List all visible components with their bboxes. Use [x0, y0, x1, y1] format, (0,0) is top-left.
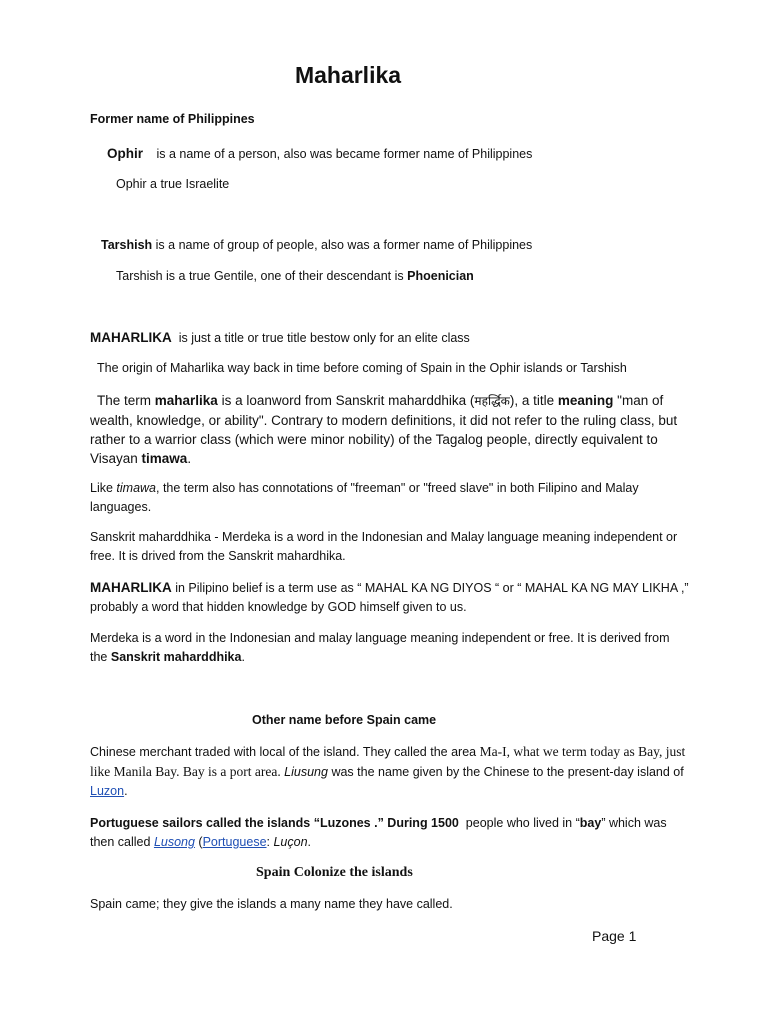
belief-text: in Pilipino belief is a term use as “ MAHAL KA NG DIYOS “ or “ MAHAL KA NG MAY LIKHA ,” probably a word that hidden knowledge by GOD himself given to us.: [90, 581, 689, 614]
like-paragraph: [90, 479, 690, 517]
portuguese-link[interactable]: Portuguese: [202, 835, 267, 849]
ophir-name: Ophir: [107, 146, 143, 161]
like-text-2: , the term also has connotations of "freeman" or "freed slave" in both Filipino and Malay languages.: [90, 481, 639, 514]
portuguese-bay: bay: [579, 816, 602, 830]
term-text-1: The term: [97, 393, 155, 408]
ophir-desc: is a name of a person, also was became former name of Philippines: [153, 147, 533, 161]
tarshish-desc: is a name of group of people, also was a former name of Philippines: [152, 238, 533, 252]
portuguese-bold: Portuguese sailors called the islands “Luzones .” During 1500: [90, 816, 459, 830]
maharlika-bold: MAHARLIKA: [90, 330, 172, 345]
ophir-paragraph: [107, 144, 532, 164]
like-text-1: Like: [90, 481, 117, 495]
luzon-link[interactable]: Luzon: [90, 784, 125, 798]
ophir-note: Ophir a true Israelite: [116, 177, 230, 191]
other-name-heading: Other name before Spain came: [252, 713, 437, 727]
term-maharlika: maharlika: [154, 393, 218, 408]
tarshish-note-text: Tarshish is a true Gentile, one of their descendant is: [116, 269, 408, 283]
portuguese-text-4: :: [266, 835, 274, 849]
term-text-3: ), a title: [509, 393, 558, 408]
lusong-link[interactable]: Lusong: [153, 835, 195, 849]
spain-heading: Spain Colonize the islands: [256, 865, 413, 880]
tarshish-name: Tarshish: [101, 238, 153, 252]
chinese-paragraph: [90, 742, 690, 801]
page-number: Page 1: [592, 928, 637, 944]
chinese-text-4: .: [124, 784, 128, 798]
term-text-2: is a loanword from Sanskrit maharddhika (: [217, 393, 475, 408]
term-meaning: meaning: [557, 393, 614, 408]
term-timawa: timawa: [141, 451, 188, 466]
merdeka-text-2: .: [241, 650, 245, 664]
term-text-5: .: [187, 451, 192, 466]
portuguese-text-1: people who lived in “: [458, 816, 580, 830]
origin-paragraph: The origin of Maharlika way back in time before coming of Spain in the Ophir islands or Tarshish: [97, 361, 627, 375]
merdeka-bold: Sanskrit maharddhika: [110, 650, 242, 664]
portuguese-paragraph: [90, 814, 690, 852]
tarshish-paragraph: [101, 236, 532, 255]
spain-paragraph: Spain came; they give the islands a many name they have called.: [90, 897, 453, 911]
merdeka-paragraph: [90, 629, 690, 667]
portuguese-text-2: ” which was then called: [90, 816, 667, 849]
former-name-heading: Former name of Philippines: [90, 112, 255, 126]
like-timawa: timawa: [116, 481, 156, 495]
chinese-liusung: Liusung: [284, 765, 328, 779]
portuguese-lucon: Luçon: [273, 835, 308, 849]
tarshish-note: [116, 267, 474, 286]
chinese-text-1: Chinese merchant traded with local of the island. They called the area: [90, 745, 480, 759]
sanskrit-paragraph: Sanskrit maharddhika - Merdeka is a word in the Indonesian and Malay language meaning independent or free. It is drived from the Sanskrit mahardhika.: [90, 530, 678, 563]
chinese-serif-text: Ma-I, what we term today as Bay, just like Manila Bay. Bay is a port area.: [90, 744, 686, 779]
maharlika-title-rest: is just a title or true title bestow only for an elite class: [171, 331, 470, 345]
phoenician-text: Phoenician: [407, 269, 474, 283]
term-devanagari: महर्द्धिक: [474, 394, 510, 408]
term-paragraph: [90, 391, 690, 468]
merdeka-text-1: Merdeka is a word in the Indonesian and malay language meaning independent or free. It is derived from the: [90, 631, 670, 664]
term-text-4: "man of wealth, knowledge, or ability". Contrary to modern definitions, it did not refer to the ruling class, but rather to a warrior class (which were minor nobility) of the Tagalog people, directly equivalent to Visayan: [90, 393, 678, 466]
page-title: Maharlika: [294, 62, 402, 88]
portuguese-text-5: .: [307, 835, 312, 849]
chinese-text-3: was the name given by the Chinese to the present-day island of: [327, 765, 684, 779]
maharlika-title-paragraph: [90, 328, 470, 348]
belief-paragraph: [90, 578, 690, 617]
belief-maharlika: MAHARLIKA: [90, 580, 172, 595]
portuguese-text-3: (: [194, 835, 203, 849]
